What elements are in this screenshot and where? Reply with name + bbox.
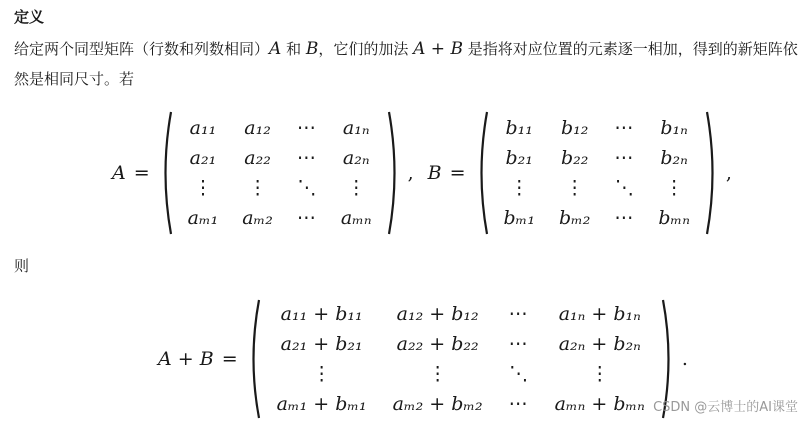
matrix-cell: ⋯ <box>614 207 635 229</box>
matrix-cell: ⋯ <box>296 147 317 169</box>
matrix-cell: b₂₁ <box>505 147 533 169</box>
matrix-cell: aₘₙ <box>340 207 372 229</box>
expression-a: A <box>413 39 426 59</box>
matrix-cell: bₘₙ <box>658 207 690 229</box>
matrix-cell: aₘ₁ + bₘ₁ <box>276 393 367 415</box>
matrix-b-body <box>492 113 702 233</box>
matrix-cell: aₘ₁ <box>187 207 219 229</box>
right-paren-icon <box>386 110 402 236</box>
matrix-a-body <box>176 113 384 233</box>
expression-plus: + <box>425 39 451 59</box>
left-paren-icon <box>158 110 174 236</box>
matrix-definitions-equation <box>112 110 732 236</box>
matrix-cell: a₂₂ <box>244 147 271 169</box>
matrix-cell: ⋯ <box>296 117 317 139</box>
matrix-cell: ⋯ <box>508 303 529 325</box>
matrix-sum-label: A + B <box>158 348 214 370</box>
matrix-cell: ⋮ <box>248 177 268 199</box>
matrix-cell: b₁₁ <box>505 117 533 139</box>
matrix-cell: ⋯ <box>614 117 635 139</box>
expression-b: B <box>450 39 463 59</box>
matrix-cell: a₁ₙ + b₁ₙ <box>558 303 641 325</box>
matrix-cell: aₘₙ + bₘₙ <box>554 393 645 415</box>
matrix-cell: ⋮ <box>312 363 332 385</box>
section-heading: 定义 <box>14 8 45 26</box>
matrix-cell: a₂₁ <box>189 147 217 169</box>
definition-paragraph <box>14 34 799 94</box>
definition-text-3: 是指将对应位置的元素逐一相加，得到的新矩阵依然是相同尺寸。若 <box>14 40 798 88</box>
matrix-row <box>176 143 384 173</box>
variable-a: A <box>269 39 282 59</box>
matrix-sum-body <box>264 299 658 419</box>
matrix-b-label: B <box>427 162 442 184</box>
matrix-cell: bₘ₁ <box>503 207 535 229</box>
matrix-cell: ⋮ <box>193 177 213 199</box>
matrix-row <box>176 203 384 233</box>
matrix-row <box>176 173 384 203</box>
matrix-a-label: A <box>112 162 126 184</box>
equation-separator: , <box>407 162 414 184</box>
matrix-row <box>492 143 702 173</box>
matrix-cell: ⋱ <box>509 363 529 385</box>
matrix-cell: b₂ₙ <box>660 147 688 169</box>
matrix-cell: a₂₁ + b₂₁ <box>280 333 363 355</box>
matrix-cell: ⋯ <box>508 393 529 415</box>
matrix-cell: b₁ₙ <box>660 117 688 139</box>
matrix-cell: a₂ₙ + b₂ₙ <box>558 333 641 355</box>
left-paren-icon <box>246 298 262 420</box>
variable-b: B <box>305 39 319 59</box>
matrix-b <box>492 113 702 233</box>
matrix-cell: ⋯ <box>614 147 635 169</box>
matrix-cell: bₘ₂ <box>558 207 591 229</box>
matrix-b-equals: = <box>449 162 466 184</box>
left-paren-icon <box>474 110 490 236</box>
definition-text-2: ，它们的加法 <box>318 40 414 58</box>
matrix-row <box>492 203 702 233</box>
matrix-cell: ⋮ <box>428 363 448 385</box>
matrix-row <box>264 329 658 359</box>
matrix-sum <box>264 299 658 419</box>
matrix-cell: b₂₂ <box>560 147 589 169</box>
matrix-cell: aₘ₂ + bₘ₂ <box>392 393 483 415</box>
matrix-a <box>176 113 384 233</box>
matrix-cell: ⋮ <box>509 177 529 199</box>
definition-text-1: 给定两个同型矩阵（行数和列数相同） <box>14 40 270 58</box>
matrix-cell: a₂₂ + b₂₂ <box>396 333 479 355</box>
matrix-sum-equals: = <box>221 348 238 370</box>
matrix-row <box>492 113 702 143</box>
matrix-b-trailing-punct: , <box>725 162 732 184</box>
matrix-cell: a₁₁ + b₁₁ <box>280 303 363 325</box>
watermark: CSDN @云博士的AI课堂 <box>653 400 798 415</box>
matrix-cell: a₂ₙ <box>342 147 370 169</box>
matrix-cell: ⋮ <box>565 177 585 199</box>
then-label: 则 <box>14 257 30 275</box>
matrix-cell: ⋯ <box>508 333 529 355</box>
matrix-cell: aₘ₂ <box>242 207 273 229</box>
matrix-cell: ⋱ <box>614 177 634 199</box>
matrix-cell: a₁ₙ <box>342 117 370 139</box>
matrix-cell: ⋯ <box>296 207 317 229</box>
matrix-cell: b₁₂ <box>560 117 589 139</box>
matrix-row <box>264 359 658 389</box>
matrix-cell: a₁₁ <box>189 117 217 139</box>
matrix-sum-equation <box>158 298 688 420</box>
matrix-cell: a₁₂ <box>244 117 271 139</box>
matrix-cell: ⋮ <box>346 177 366 199</box>
matrix-row <box>264 299 658 329</box>
matrix-cell: ⋱ <box>297 177 317 199</box>
right-paren-icon <box>704 110 720 236</box>
matrix-a-equals: = <box>133 162 150 184</box>
matrix-cell: ⋮ <box>664 177 684 199</box>
matrix-row <box>492 173 702 203</box>
matrix-row <box>264 389 658 419</box>
matrix-row <box>176 113 384 143</box>
matrix-cell: ⋮ <box>590 363 610 385</box>
definition-and: 和 <box>281 40 306 58</box>
matrix-cell: a₁₂ + b₁₂ <box>396 303 479 325</box>
matrix-sum-trailing-punct: . <box>681 348 688 370</box>
